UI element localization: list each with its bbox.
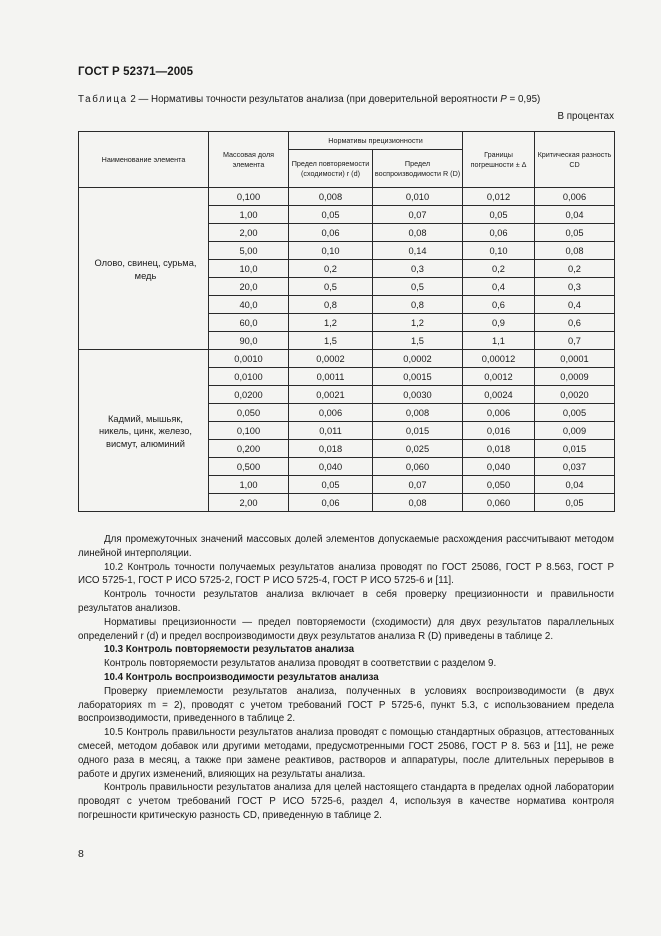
caption-tail: = 0,95) xyxy=(506,94,541,105)
reproducibility-cell: 0,8 xyxy=(373,296,463,314)
error-bounds-cell: 0,006 xyxy=(463,404,535,422)
critical-difference-cell: 0,005 xyxy=(535,404,615,422)
table-row xyxy=(79,350,615,368)
reproducibility-cell: 0,010 xyxy=(373,188,463,206)
page-number: 8 xyxy=(78,848,84,860)
reproducibility-cell: 0,08 xyxy=(373,494,463,512)
mass-fraction-cell: 40,0 xyxy=(209,296,289,314)
error-bounds-cell: 0,6 xyxy=(463,296,535,314)
error-bounds-cell: 0,012 xyxy=(463,188,535,206)
document-header: ГОСТ Р 52371—2005 xyxy=(78,66,194,78)
critical-difference-cell: 0,05 xyxy=(535,494,615,512)
col-header-bounds: Границы погрешности ± Δ xyxy=(463,132,535,188)
repeatability-cell: 0,10 xyxy=(289,242,373,260)
col-header-mass: Массовая доля элемента xyxy=(209,132,289,188)
critical-difference-cell: 0,0009 xyxy=(535,368,615,386)
precision-norms-table xyxy=(78,131,615,512)
error-bounds-cell: 0,060 xyxy=(463,494,535,512)
reproducibility-cell: 0,025 xyxy=(373,440,463,458)
critical-difference-cell: 0,0001 xyxy=(535,350,615,368)
critical-difference-cell: 0,0020 xyxy=(535,386,615,404)
section-heading: 10.4 Контроль воспроизводимости результатов анализа xyxy=(104,671,379,683)
col-header-name: Наименование элемента xyxy=(79,132,209,188)
body-text xyxy=(78,533,614,823)
reproducibility-cell: 1,5 xyxy=(373,332,463,350)
error-bounds-cell: 1,1 xyxy=(463,332,535,350)
critical-difference-cell: 0,6 xyxy=(535,314,615,332)
reproducibility-cell: 0,0002 xyxy=(373,350,463,368)
caption-prefix: Таблица xyxy=(78,94,128,105)
error-bounds-cell: 0,050 xyxy=(463,476,535,494)
reproducibility-cell: 0,060 xyxy=(373,458,463,476)
mass-fraction-cell: 0,0010 xyxy=(209,350,289,368)
error-bounds-cell: 0,016 xyxy=(463,422,535,440)
repeatability-cell: 0,05 xyxy=(289,476,373,494)
repeatability-cell: 0,006 xyxy=(289,404,373,422)
repeatability-cell: 0,0011 xyxy=(289,368,373,386)
mass-fraction-cell: 10,0 xyxy=(209,260,289,278)
reproducibility-cell: 0,0030 xyxy=(373,386,463,404)
critical-difference-cell: 0,04 xyxy=(535,476,615,494)
critical-difference-cell: 0,037 xyxy=(535,458,615,476)
reproducibility-cell: 0,0015 xyxy=(373,368,463,386)
repeatability-cell: 0,06 xyxy=(289,224,373,242)
repeatability-cell: 0,06 xyxy=(289,494,373,512)
paragraph: Контроль точности результатов анализа включает в себя проверку прецизионности и правильности результатов анализов. xyxy=(78,589,614,614)
repeatability-cell: 0,2 xyxy=(289,260,373,278)
critical-difference-cell: 0,7 xyxy=(535,332,615,350)
error-bounds-cell: 0,0012 xyxy=(463,368,535,386)
mass-fraction-cell: 2,00 xyxy=(209,224,289,242)
paragraph: 10.2 Контроль точности получаемых результатов анализа проводят по ГОСТ 25086, ГОСТ Р 8.563, ГОСТ Р ИСО 5725-1, ГОСТ Р ИСО 5725-2, ГОСТ Р ИСО 5725-4, ГОСТ Р ИСО 5725-6 и [11]. xyxy=(78,561,614,587)
critical-difference-cell: 0,04 xyxy=(535,206,615,224)
error-bounds-cell: 0,018 xyxy=(463,440,535,458)
paragraph: Нормативы прецизионности — предел повторяемости (сходимости) для двух результатов параллельных определений r (d) и предел воспроизводимости двух результатов анализа R (D) приведены в таблице 2. xyxy=(78,616,614,642)
table-unit: В процентах xyxy=(557,111,614,122)
mass-fraction-cell: 0,050 xyxy=(209,404,289,422)
mass-fraction-cell: 2,00 xyxy=(209,494,289,512)
table-caption xyxy=(78,94,618,105)
reproducibility-cell: 0,3 xyxy=(373,260,463,278)
error-bounds-cell: 0,10 xyxy=(463,242,535,260)
critical-difference-cell: 0,2 xyxy=(535,260,615,278)
repeatability-cell: 0,05 xyxy=(289,206,373,224)
error-bounds-cell: 0,9 xyxy=(463,314,535,332)
paragraph: 10.5 Контроль правильности результатов анализа проводят с помощью стандартных образцов, аттестованных смесей, методом добавок или другими методами, предусмотренными ГОСТ 25086, ГОСТ Р 8. 563 и [11], не реже одного раза в месяц, а также при замене реактивов, растворов и аппаратуры, после длительных перерывов в работе и других изменений, влияющих на результаты анализа. xyxy=(78,727,614,780)
paragraph: Для промежуточных значений массовых долей элементов допускаемые расхождения рассчитывают методом линейной интерполяции. xyxy=(78,534,614,559)
repeatability-cell: 0,008 xyxy=(289,188,373,206)
mass-fraction-cell: 1,00 xyxy=(209,206,289,224)
mass-fraction-cell: 60,0 xyxy=(209,314,289,332)
critical-difference-cell: 0,08 xyxy=(535,242,615,260)
repeatability-cell: 1,2 xyxy=(289,314,373,332)
critical-difference-cell: 0,3 xyxy=(535,278,615,296)
repeatability-cell: 0,040 xyxy=(289,458,373,476)
repeatability-cell: 0,018 xyxy=(289,440,373,458)
repeatability-cell: 0,8 xyxy=(289,296,373,314)
caption-p-symbol: P xyxy=(500,94,507,105)
reproducibility-cell: 0,07 xyxy=(373,476,463,494)
section-heading: 10.3 Контроль повторяемости результатов анализа xyxy=(104,644,355,656)
error-bounds-cell: 0,0024 xyxy=(463,386,535,404)
col-header-critical: Критическая разность CD xyxy=(535,132,615,188)
reproducibility-cell: 0,07 xyxy=(373,206,463,224)
error-bounds-cell: 0,06 xyxy=(463,224,535,242)
repeatability-cell: 1,5 xyxy=(289,332,373,350)
mass-fraction-cell: 5,00 xyxy=(209,242,289,260)
mass-fraction-cell: 0,100 xyxy=(209,422,289,440)
mass-fraction-cell: 0,500 xyxy=(209,458,289,476)
mass-fraction-cell: 0,0200 xyxy=(209,386,289,404)
mass-fraction-cell: 1,00 xyxy=(209,476,289,494)
col-header-repeatability: Предел повторяемости (сходимости) r (d) xyxy=(289,150,373,188)
reproducibility-cell: 0,015 xyxy=(373,422,463,440)
reproducibility-cell: 0,08 xyxy=(373,224,463,242)
paragraph: Проверку приемлемости результатов анализа, полученных в условиях воспроизводимости (в двух лабораториях m = 2), проводят с учетом требований ГОСТ Р 5725-6, пункт 5.3, с использованием предела воспроизводимости, приведенного в таблице 2. xyxy=(78,685,614,725)
critical-difference-cell: 0,015 xyxy=(535,440,615,458)
mass-fraction-cell: 0,100 xyxy=(209,188,289,206)
mass-fraction-cell: 90,0 xyxy=(209,332,289,350)
error-bounds-cell: 0,2 xyxy=(463,260,535,278)
reproducibility-cell: 1,2 xyxy=(373,314,463,332)
critical-difference-cell: 0,05 xyxy=(535,224,615,242)
table-body xyxy=(79,188,615,512)
reproducibility-cell: 0,14 xyxy=(373,242,463,260)
repeatability-cell: 0,0002 xyxy=(289,350,373,368)
caption-text: 2 — Нормативы точности результатов анализа (при доверительной вероятности xyxy=(127,94,501,105)
paragraph: Контроль повторяемости результатов анализа проводят в соответствии с разделом 9. xyxy=(104,658,497,670)
col-header-precision-group: Нормативы прецизионности xyxy=(289,132,463,150)
mass-fraction-cell: 0,200 xyxy=(209,440,289,458)
mass-fraction-cell: 0,0100 xyxy=(209,368,289,386)
table-row xyxy=(79,188,615,206)
repeatability-cell: 0,0021 xyxy=(289,386,373,404)
critical-difference-cell: 0,4 xyxy=(535,296,615,314)
col-header-reproducibility: Предел воспроизводимости R (D) xyxy=(373,150,463,188)
error-bounds-cell: 0,00012 xyxy=(463,350,535,368)
element-group-name: Кадмий, мышьяк, никель, цинк, железо, висмут, алюминий xyxy=(79,350,209,512)
element-group-name: Олово, свинец, сурьма, медь xyxy=(79,188,209,350)
error-bounds-cell: 0,05 xyxy=(463,206,535,224)
error-bounds-cell: 0,040 xyxy=(463,458,535,476)
repeatability-cell: 0,5 xyxy=(289,278,373,296)
critical-difference-cell: 0,006 xyxy=(535,188,615,206)
critical-difference-cell: 0,009 xyxy=(535,422,615,440)
paragraph: Контроль правильности результатов анализа для целей настоящего стандарта в пределах одной лаборатории проводят с учетом требований ГОСТ Р ИСО 5725-6, раздел 4, используя в качестве норматива контроля погрешности критическую разность CD, приведенную в таблице 2. xyxy=(78,782,614,821)
reproducibility-cell: 0,008 xyxy=(373,404,463,422)
repeatability-cell: 0,011 xyxy=(289,422,373,440)
reproducibility-cell: 0,5 xyxy=(373,278,463,296)
error-bounds-cell: 0,4 xyxy=(463,278,535,296)
mass-fraction-cell: 20,0 xyxy=(209,278,289,296)
